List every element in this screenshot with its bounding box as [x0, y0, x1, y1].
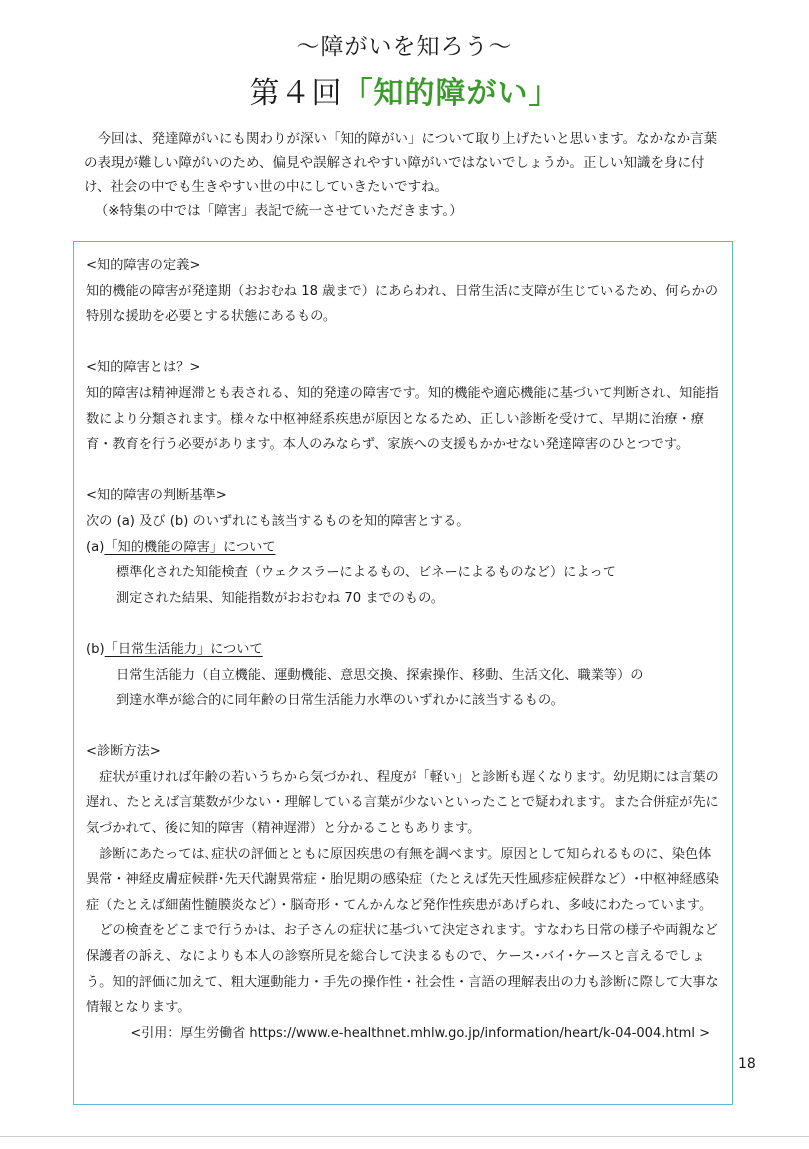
what-is-heading: <知的障害とは？> [86, 360, 201, 376]
diagnosis-heading: <診断方法> [86, 744, 161, 760]
criteria-lead: 次の (a) 及び (b) のいずれにも該当するものを知的障害とする。 [86, 513, 470, 529]
page-subtitle: 〜障がいを知ろう〜 [296, 34, 513, 60]
bottom-divider [0, 1136, 809, 1137]
criteria-b-line2: 到達水準が総合的に同年齢の日常生活能力水準のいずれかに該当するもの。 [116, 693, 564, 709]
criteria-b-line1: 日常生活能力（自立機能、運動機能、意思交換、探索操作、移動、生活文化、職業等）の [116, 667, 644, 683]
criteria-b-title: 「日常生活能力」について [104, 641, 263, 657]
page-title [0, 68, 809, 112]
diagnosis-paragraph-2: 診断にあたっては､症状の評価とともに原因疾患の有無を調べます。原因として知られるものに、染色体異常・神経皮膚症候群･先天代謝異常症・胎児期の感染症（たとえば先天性風疹症候群など）･中枢神経感染症（たとえば細菌性髄膜炎など）・脳奇形・てんかんなど発作性疾患があげられ、多岐にわたっています。 [86, 846, 719, 913]
page-number: 18 [738, 1056, 756, 1072]
diagnosis-paragraph-3: どの検査をどこまで行うかは、お子さんの症状に基づいて決定されます。すなわち日常の様子や両親など保護者の訴え、なによりも本人の診察所見を総合して決まるもので、ケース･バイ･ケースと言えるでしょう。知的評価に加えて、粗大運動能力・手先の操作性・社会性・言語の理解表出の力も診断に際して大事な情報となります。 [86, 923, 719, 1016]
title-highlight: 「知的障がい」 [342, 76, 560, 111]
criteria-a-label: (a) [86, 539, 105, 555]
diagnosis-paragraph-1: 症状が重ければ年齢の若いうちから気づかれ、程度が「軽い」と診断も遅くなります。幼児期には言葉の遅れ、たとえば言葉数が少ない・理解している言葉が少ないといったことで疑われます。また合併症が先に気づかれて、後に知的障害（精神遅滞）と分かることもあります。 [86, 769, 719, 837]
title-prefix: 第４回 [249, 76, 343, 111]
definition-text: 知的機能の障害が発達期（おおむね 18 歳まで）にあらわれ、日常生活に支障が生じているため、何らかの特別な援助を必要とする状態にあるもの。 [86, 283, 719, 325]
criteria-a-line1: 標準化された知能検査（ウェクスラーによるもの、ビネーによるものなど）によって [116, 565, 616, 581]
criteria-heading: <知的障害の判断基準> [86, 488, 227, 504]
criteria-a-line2: 測定された結果、知能指数がおおむね 70 までのもの。 [116, 590, 444, 606]
intro-note: （※特集の中では「障害」表記で統一させていただきます。） [94, 203, 463, 219]
criteria-a-title-line [86, 535, 720, 561]
criteria-a-title: 「知的機能の障害」について [104, 539, 276, 555]
criteria-b-title-line [86, 637, 720, 663]
info-box [73, 241, 733, 1105]
intro-section [84, 127, 724, 223]
what-is-text: 知的障害は精神遅滞とも表される、知的発達の障害です。知的機能や適応機能に基づいて判断され、知能指数により分類されます。様々な中枢神経系疾患が原因となるため、正しい診断を受けて、早期に治療・療育・教育を行う必要があります。本人のみならず、家族への支援もかかせない発達障害のひとつです。 [86, 385, 719, 453]
criteria-b-label: (b) [86, 641, 105, 657]
intro-paragraph: 今回は、発達障がいにも関わりが深い「知的障がい」について取り上げたいと思います。なかなか言葉の表現が難しい障がいのため、偏見や誤解されやすい障がいではないでしょうか。正しい知識を身に付け、社会の中でも生きやすい世の中にしていきたいですね。 [84, 131, 718, 195]
definition-heading: <知的障害の定義> [86, 258, 201, 273]
citation: <引用：厚生労働省 https://www.e-healthnet.mhlw.go.jp/information/heart/k-04-004.html > [130, 1025, 710, 1041]
